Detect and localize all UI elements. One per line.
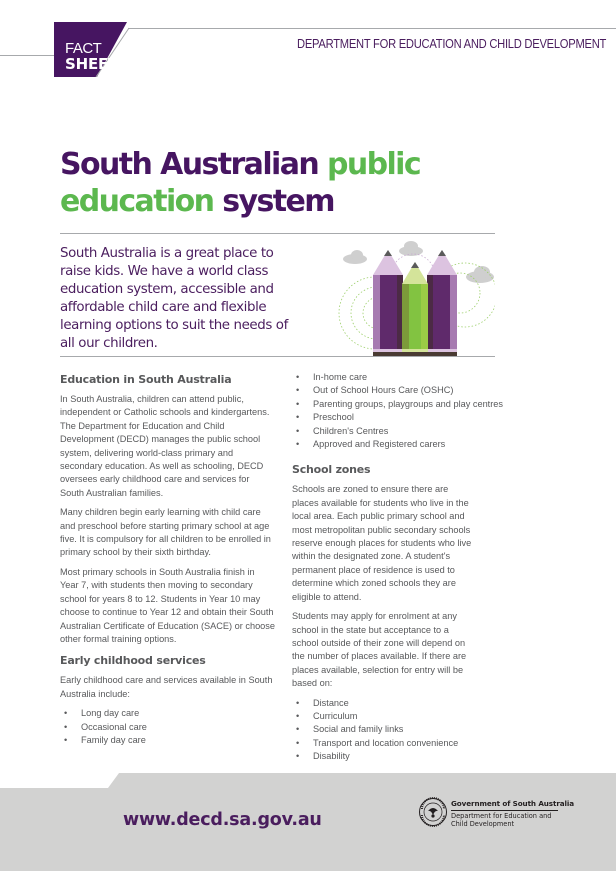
left-column bbox=[60, 373, 275, 753]
list-item: • Long day care bbox=[60, 707, 275, 720]
department-name: DEPARTMENT FOR EDUCATION AND CHILD DEVELOPMENT bbox=[297, 36, 607, 51]
section-heading: School zones bbox=[292, 463, 371, 477]
government-name: Government of South Australia bbox=[451, 799, 574, 808]
fact-sheet-badge bbox=[54, 12, 129, 77]
title-part-2: public bbox=[326, 147, 421, 182]
government-department: Department for Education and Child Development bbox=[451, 812, 552, 828]
bullet-list bbox=[60, 707, 275, 747]
intro-text: South Australia is a great place to raise kids. We have a world class education system, accessible and affordable child care and flexible learning options to suit the needs of all our children. bbox=[60, 246, 288, 351]
paragraph: Early childhood care and services available in South Australia include: bbox=[60, 675, 273, 699]
section-heading: Early childhood services bbox=[60, 654, 206, 668]
right-column bbox=[292, 371, 507, 770]
title-part-1: South Australian bbox=[60, 147, 327, 182]
pencil-center bbox=[402, 262, 428, 356]
list-item: • Distance bbox=[292, 697, 507, 710]
intro-rule bbox=[60, 356, 495, 357]
list-item: • Curriculum bbox=[292, 710, 507, 723]
page-title bbox=[60, 146, 420, 220]
section-heading: Education in South Australia bbox=[60, 373, 232, 386]
list-item: • Transport and location convenience bbox=[292, 737, 507, 750]
list-item: • Disability bbox=[292, 750, 507, 763]
list-item: • Parenting groups, playgroups and play centres bbox=[292, 398, 507, 411]
header-rule-left bbox=[0, 55, 56, 56]
bullet-list bbox=[292, 371, 507, 451]
government-crest-icon bbox=[418, 797, 448, 827]
bullet-list bbox=[292, 697, 507, 764]
list-item: • Approved and Registered carers bbox=[292, 438, 507, 451]
pencils-illustration bbox=[335, 240, 495, 356]
paragraph: In South Australia, children can attend public, independent or Catholic schools and kindergartens. The Department for Education and Child Development (DECD) manages the public school system, delivering world-class primary and secondary education. As well as schooling, DECD oversees early childhood care and services for South Australian families. bbox=[60, 394, 270, 498]
list-item: • Preschool bbox=[292, 411, 507, 424]
pencil-left bbox=[373, 250, 403, 356]
badge-fact-text: FACT bbox=[65, 40, 102, 57]
title-part-3: education bbox=[60, 184, 214, 219]
paragraph: Most primary schools in South Australia finish in Year 7, with students then moving to secondary school for years 8 to 12. Students in Year 10 may choose to continue to Year 12 and obtain their South Australian Certificate of Education (SACE) or choose other formal training options. bbox=[60, 566, 275, 644]
pencils-icon bbox=[335, 240, 495, 356]
cloud-icon bbox=[343, 250, 367, 264]
website-link[interactable]: www.decd.sa.gov.au bbox=[123, 810, 322, 830]
government-rule bbox=[451, 810, 558, 811]
paragraph: Students may apply for enrolment at any school in the state but acceptance to a school outside of their zone will depend on the number of places available. If there are places available, selection for entry will be based on: bbox=[292, 611, 467, 689]
title-rule bbox=[60, 233, 495, 234]
title-part-4: system bbox=[213, 184, 334, 219]
list-item: • Occasional care bbox=[60, 721, 275, 734]
header-rule-top bbox=[128, 28, 616, 29]
list-item: • In-home care bbox=[292, 371, 507, 384]
list-item: • Social and family links bbox=[292, 723, 507, 736]
badge-sheet-text: SHEET bbox=[65, 55, 119, 73]
cloud-icon bbox=[399, 241, 423, 256]
list-item: • Family day care bbox=[60, 734, 275, 747]
paragraph: Schools are zoned to ensure there are places available for students who live in the local area. Each public primary school and most metropolitan public secondary schools reserve enough places for students who live within the designated zone. A student's permanent place of residence is used to determine which zoned schools they are eligible to attend. bbox=[292, 484, 472, 602]
list-item: • Children's Centres bbox=[292, 425, 507, 438]
list-item: • Out of School Hours Care (OSHC) bbox=[292, 384, 507, 397]
paragraph: Many children begin early learning with child care and preschool before starting primary school at age five. It is compulsory for all children to be enrolled in primary school by their sixth birthday. bbox=[60, 507, 271, 558]
